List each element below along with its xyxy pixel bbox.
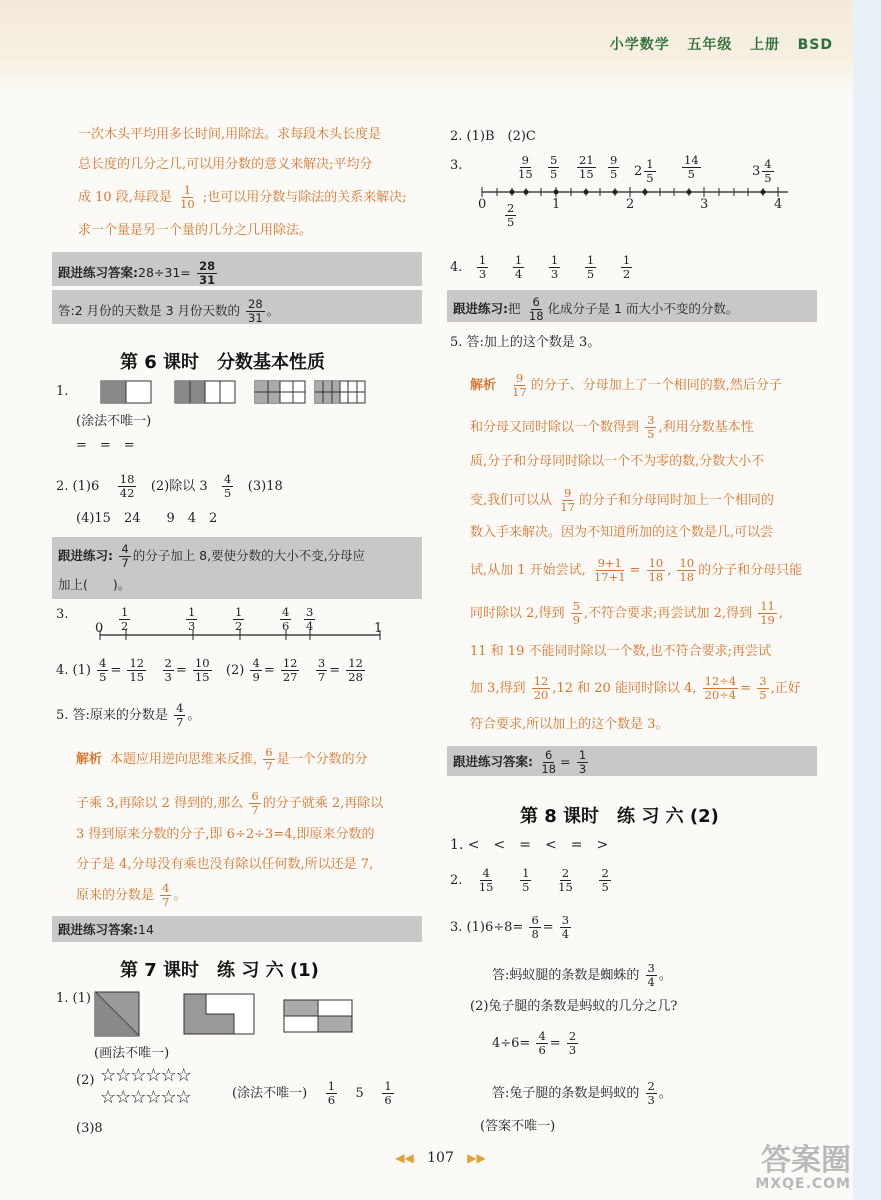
r-l8-q3b-calc: 4÷6= $\frac{4}{6}$ = $\frac{2}{3}$ — [492, 1029, 577, 1057]
l6-q1-note: (涂法不唯一) — [76, 414, 152, 429]
l6-q3-frac-2: $\frac{1}{3}$ — [188, 605, 196, 633]
l6-follow-bar: 跟进练习: $\frac{4}{7}$ 的分子加上 8,要使分数的大小不变,分母应 加上( )。 — [52, 537, 422, 599]
r-q2: 2. (1)B (2)C — [450, 129, 536, 144]
l6-jiexi-line4: 分子是 4,分母没有乘也没有除以任何数,所以还是 7, — [76, 857, 374, 872]
r-nl-3: 3 — [700, 197, 709, 212]
l6-q3-frac-1: $\frac{1}{2}$ — [121, 605, 129, 633]
l7-stars-row2: ☆☆☆☆☆☆ — [100, 1087, 191, 1108]
l6-jiexi-line5: 原来的分数是 $\frac{4}{7}$ 。 — [76, 881, 187, 909]
r-nl-4: 4 — [774, 197, 783, 212]
l6-q1-eq: = = = — [76, 438, 135, 453]
r-jiexi-6: 试,从加 1 开始尝试, $\frac{9+1}{17+1}$ = $\frac{10}{18}$ , $\frac{10}{18}$ 的分子和分母只能 — [470, 556, 803, 584]
l6-q3-zero: 0 — [95, 621, 104, 636]
r-l8-ans2: 答:兔子腿的条数是蚂蚁的 $\frac{2}{3}$ 。 — [492, 1079, 672, 1107]
r-l8-q2: 2. $\frac{4}{15}$ $\frac{1}{5}$ $\frac{2}{15}$ $\frac{2}{5}$ — [450, 866, 609, 894]
r-nl-bottom: $\frac{2}{5}$ — [507, 201, 515, 229]
l6-q5: 5. 答:原来的分数是 $\frac{4}{7}$ 。 — [56, 701, 201, 729]
answer-bar: 答:2 月份的天数是 3 月份天数的 $\frac{28}{31}$ 。 — [52, 290, 422, 324]
next-arrows-icon[interactable]: ▶▶ — [467, 1151, 486, 1165]
l7-q1-note: (画法不唯一) — [94, 1046, 170, 1061]
r-jiexi-2: 和分母又同时除以一个数得到 $\frac{3}{5}$ ,利用分数基本性 — [470, 413, 754, 441]
l6-q3-num: 3. — [56, 607, 69, 622]
r-jiexi-5: 数入手来解决。因为不知道所加的这个数是几,可以尝 — [470, 525, 774, 540]
r-jiexi-9: 加 3,得到 $\frac{12}{20}$ ,12 和 20 能同时除以 4, $\frac{12\div 4}{20\div 4}$ = $\frac{3}{5}$ ,正好 — [470, 674, 801, 702]
l6-jiexi-line2: 子乘 3,再除以 2 得到的,那么 $\frac{6}{7}$ 的分子就乘 2,再除以 — [76, 789, 384, 817]
l7-q1-drawings — [94, 990, 364, 1038]
l7-stars-row1: ☆☆☆☆☆☆ — [100, 1065, 191, 1086]
r-jiexi-7: 同时除以 2,得到 $\frac{5}{9}$ ,不符合要求;再尝试加 2,得到 $\frac{11}{19}$ , — [470, 599, 783, 627]
r-nl-top-5: 2 $\frac{1}{5}$ — [634, 157, 654, 185]
r-nl-top-2: $\frac{5}{5}$ — [550, 153, 558, 181]
r-l8-q1: 1. < < = < = > — [450, 837, 609, 853]
r-nl-0: 0 — [478, 197, 487, 212]
l6-q3-frac-3: $\frac{1}{2}$ — [235, 605, 243, 633]
r-follow-answer-bar: 跟进练习答案: $\frac{6}{18}$ = $\frac{1}{3}$ — [447, 746, 817, 776]
l6-q4: 4. (1) $\frac{4}{5}$ = $\frac{12}{15}$ $\frac{2}{3}$ = $\frac{10}{15}$ (2) $\frac{4}{9}$ = $\frac{12}{27}$ $\frac{3}{7}$ = $\frac{12}{28}$ — [56, 656, 363, 684]
r-l8-ans1: 答:蚂蚁腿的条数是蜘蛛的 $\frac{3}{4}$ 。 — [492, 961, 672, 989]
follow-answer-bar: 跟进练习答案:28÷31= $\frac{28}{31}$ — [52, 252, 422, 286]
l6-jiexi-line1: 解析 本题应用逆向思维来反推, $\frac{6}{7}$ 是一个分数的分 — [76, 745, 368, 773]
l6-q2-line2: (4)15 24 9 4 2 — [76, 511, 218, 526]
r-nl-top-6: $\frac{14}{5}$ — [684, 153, 699, 181]
watermark: 答案圈 MXQE.COM — [755, 1143, 851, 1192]
r-jiexi-1: 解析 $\frac{9}{17}$ 的分子、分母加上了一个相同的数,然后分子 — [470, 371, 782, 399]
l7-q1b-note: (涂法不唯一) $\frac{1}{6}$ 5 $\frac{1}{6}$ — [232, 1079, 392, 1107]
r-jiexi-10: 符合要求,所以加上的这个数是 3。 — [470, 717, 669, 732]
r-nl-top-7: 3 $\frac{4}{5}$ — [752, 157, 772, 185]
r-nl-top-1: $\frac{9}{15}$ — [518, 153, 533, 181]
r-nl-1: 1 — [552, 197, 561, 212]
page-number: 107 — [427, 1150, 454, 1166]
r-q3-num: 3. — [450, 158, 463, 173]
page-footer — [0, 1150, 881, 1166]
l6-jiexi-line3: 3 得到原来分数的分子,即 6÷2÷3=4,即原来分数的 — [76, 827, 375, 842]
r-l8-q3b: (2)兔子腿的条数是蚂蚁的几分之几? — [470, 999, 678, 1014]
book-header: 小学数学 五年级 上册 BSD — [609, 37, 833, 53]
lesson8-title: 第 8 课时 练 习 六 (2) — [520, 806, 719, 827]
l6-q1-num: 1. — [56, 384, 69, 399]
lesson7-title: 第 7 课时 练 习 六 (1) — [120, 960, 319, 981]
l6-q2-line1: 2. (1)6 $\frac{18}{42}$ (2)除以 3 $\frac{4}{5}$ (3)18 — [56, 472, 283, 500]
r-jiexi-8: 11 和 19 不能同时除以一个数,也不符合要求;再尝试 — [470, 644, 771, 659]
page-edge — [853, 0, 881, 1200]
r-l8-note: (答案不唯一) — [480, 1119, 556, 1134]
r-q4: 4. $\frac{1}{3}$ $\frac{1}{4}$ $\frac{1}{3}$ $\frac{1}{5}$ $\frac{1}{2}$ — [450, 253, 631, 281]
l7-q1-num: 1. (1) — [56, 991, 91, 1006]
r-jiexi-3: 质,分子和分母同时除以一个不为零的数,分数大小不 — [470, 454, 765, 469]
lesson6-title: 第 6 课时 分数基本性质 — [120, 352, 326, 373]
l7-q1b-label: (2) — [76, 1073, 95, 1088]
l6-q1-shaded-bars — [100, 380, 370, 406]
r-nl-2: 2 — [626, 197, 635, 212]
l6-follow-answer-bar: 跟进练习答案:14 — [52, 916, 422, 942]
r-q5: 5. 答:加上的这个数是 3。 — [450, 335, 601, 350]
intro-line-2: 总长度的几分之几,可以用分数的意义来解决;平均分 — [78, 157, 373, 172]
prev-arrows-icon[interactable]: ◀◀ — [395, 1151, 414, 1165]
r-follow-bar: 跟进练习:把 $\frac{6}{18}$ 化成分子是 1 而大小不变的分数。 — [447, 290, 817, 322]
l6-q3-frac-4: $\frac{4}{6}$ — [282, 605, 290, 633]
l7-q1c: (3)8 — [76, 1121, 103, 1136]
r-jiexi-4: 变,我们可以从 $\frac{9}{17}$ 的分子和分母同时加上一个相同的 — [470, 486, 774, 514]
intro-line-4: 求一个量是另一个量的几分之几用除法。 — [78, 223, 313, 238]
l6-q3-frac-5: $\frac{3}{4}$ — [306, 605, 314, 633]
r-nl-top-3: $\frac{21}{15}$ — [579, 153, 594, 181]
l6-q3-one: 1 — [374, 621, 383, 636]
intro-line-1: 一次木头平均用多长时间,用除法。求每段木头长度是 — [78, 127, 382, 142]
r-nl-top-4: $\frac{9}{5}$ — [610, 153, 618, 181]
intro-line-3: 成 10 段,每段是 $\frac{1}{10}$ ;也可以用分数与除法的关系来解决; — [78, 183, 407, 211]
r-l8-q3a: 3. (1)6÷8= $\frac{6}{8}$ = $\frac{3}{4}$ — [450, 913, 570, 941]
